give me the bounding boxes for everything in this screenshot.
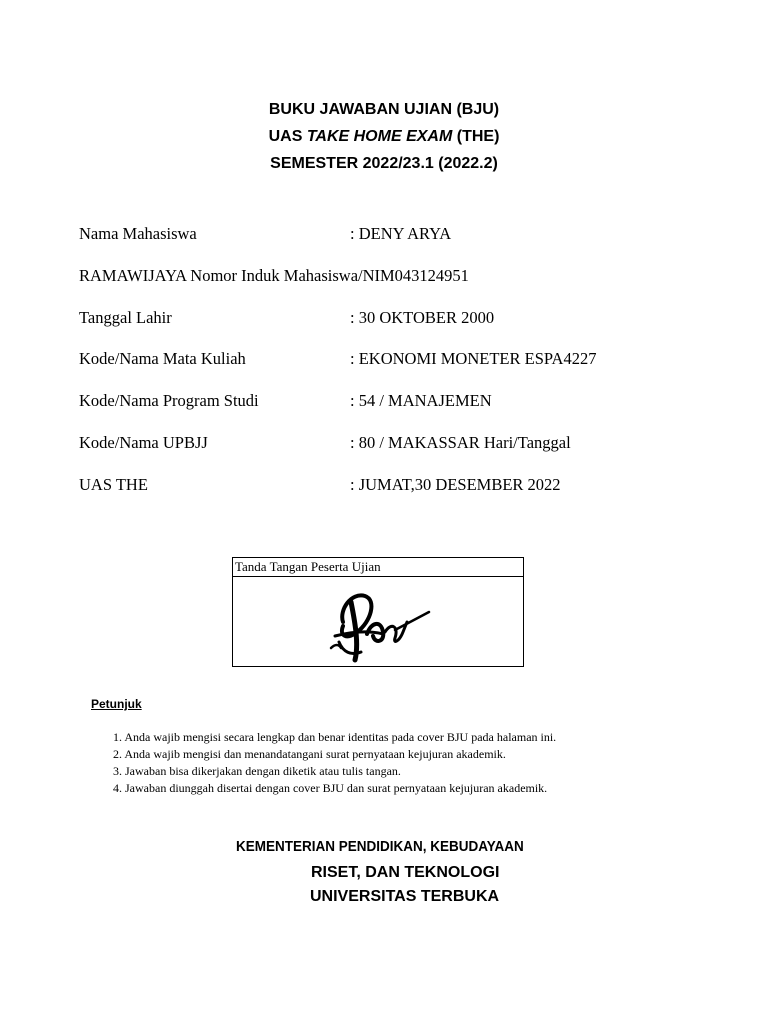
identity-value: : 54 / MANAJEMEN: [350, 391, 492, 410]
signature-image: [321, 582, 441, 666]
header-title: BUKU JAWABAN UJIAN (BJU): [268, 101, 500, 118]
identity-label: Nama Mahasiswa: [79, 224, 197, 243]
instructions-list: [113, 729, 556, 797]
instruction-item: 1. Anda wajib mengisi secara lengkap dan benar identitas pada cover BJU pada halaman ini.: [113, 730, 557, 744]
instruction-item: 4. Jawaban diunggah disertai dengan cover BJU dan surat pernyataan kejujuran akademik.: [113, 781, 548, 795]
instructions-title: Petunjuk: [91, 697, 142, 711]
header-semester: SEMESTER 2022/23.1 (2022.2): [270, 155, 498, 172]
ministry-name: KEMENTERIAN PENDIDIKAN, KEBUDAYAAN: [236, 838, 524, 855]
instruction-item: 2. Anda wajib mengisi dan menandatangani surat pernyataan kejujuran akademik.: [113, 747, 506, 761]
document-header: [0, 96, 768, 177]
header-subtitle: [0, 123, 768, 150]
identity-label: RAMAWIJAYA Nomor Induk Mahasiswa/NIM043124951: [79, 266, 469, 285]
header-subtitle-italic: TAKE HOME EXAM: [306, 128, 453, 145]
identity-value: : 80 / MAKASSAR Hari/Tanggal: [350, 433, 571, 452]
identity-value: : JUMAT,30 DESEMBER 2022: [350, 475, 561, 494]
header-subtitle-suffix: (THE): [452, 128, 500, 145]
identity-label: Tanggal Lahir: [79, 308, 172, 327]
identity-label: Kode/Nama Mata Kuliah: [79, 349, 246, 368]
identity-value: : EKONOMI MONETER ESPA4227: [350, 349, 597, 368]
instruction-item: 3. Jawaban bisa dikerjakan dengan diketik atau tulis tangan.: [113, 764, 401, 778]
header-subtitle-prefix: UAS: [268, 128, 307, 145]
university-name: UNIVERSITAS TERBUKA: [310, 888, 500, 905]
signature-title: Tanda Tangan Peserta Ujian: [233, 558, 523, 577]
identity-value: : 30 OKTOBER 2000: [350, 308, 495, 327]
identity-label: Kode/Nama UPBJJ: [79, 433, 208, 452]
identity-label: UAS THE: [79, 475, 148, 494]
ministry-name-cont: RISET, DAN TEKNOLOGI: [311, 864, 500, 881]
signature-box: [232, 557, 524, 667]
identity-value: : DENY ARYA: [350, 224, 452, 243]
identity-label: Kode/Nama Program Studi: [79, 391, 259, 410]
